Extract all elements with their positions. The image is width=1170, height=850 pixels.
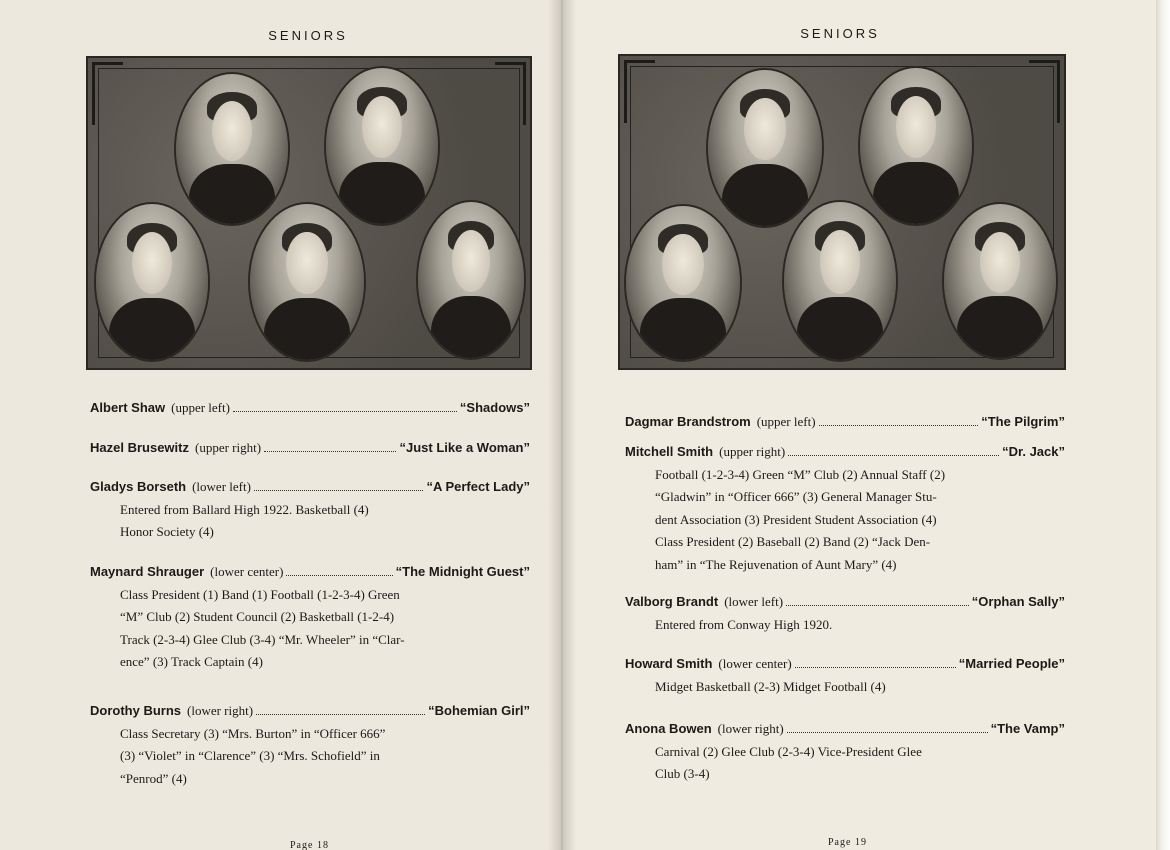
- photo-position: (lower left): [192, 479, 251, 494]
- senior-name: Anona Bowen: [625, 721, 712, 736]
- senior-nickname: “Bohemian Girl”: [428, 703, 530, 718]
- senior-name: Howard Smith: [625, 656, 713, 671]
- senior-name: Gladys Borseth: [90, 479, 187, 494]
- senior-name: Mitchell Smith: [625, 444, 714, 459]
- senior-nickname: “Married People”: [958, 656, 1065, 671]
- activities-text: [625, 741, 1065, 786]
- senior-entry: [90, 476, 530, 544]
- photo-position: (lower right): [187, 703, 254, 718]
- frame-corner-ornament: [624, 60, 655, 123]
- activities-line: Entered from Ballard High 1922. Basketball (4): [120, 501, 369, 517]
- senior-photo-panel: [86, 56, 532, 370]
- leader-dots: [254, 490, 424, 491]
- leader-dots: [786, 605, 969, 606]
- leader-dots: [256, 714, 425, 715]
- senior-nickname: “The Pilgrim”: [981, 414, 1065, 429]
- senior-nickname: “A Perfect Lady”: [426, 479, 530, 494]
- senior-nickname: “Dr. Jack”: [1002, 444, 1065, 459]
- activities-text: [90, 723, 530, 791]
- page-number: Page 18: [290, 840, 329, 850]
- activities-line: dent Association (3) President Student Association (4): [655, 511, 937, 527]
- portrait-upper-left: [176, 74, 288, 224]
- activities-text: [625, 676, 1065, 699]
- photo-position: (lower left): [724, 594, 784, 609]
- senior-name: Dorothy Burns: [90, 703, 181, 718]
- page-edge: [1156, 0, 1170, 850]
- activities-line: Track (2-3-4) Glee Club (3-4) “Mr. Wheeler” in “Clar-: [120, 631, 405, 647]
- senior-entry: [90, 397, 530, 420]
- senior-name: Valborg Brandt: [625, 594, 719, 609]
- leader-dots: [787, 732, 988, 733]
- activities-text: [625, 614, 1065, 637]
- senior-photo-panel: [618, 54, 1066, 370]
- book-gutter: [548, 0, 576, 850]
- activities-line: Entered from Conway High 1920.: [655, 616, 833, 632]
- senior-name: Dagmar Brandstrom: [625, 414, 751, 429]
- left-page: [0, 0, 562, 850]
- activities-line: “M” Club (2) Student Council (2) Basketball (1-2-4): [120, 609, 395, 624]
- portrait-lower-right: [418, 202, 524, 358]
- photo-position: (lower right): [717, 721, 784, 736]
- photo-position: (lower center): [210, 564, 284, 579]
- activities-text: [625, 464, 1065, 577]
- activities-text: [90, 584, 530, 674]
- right-page: [562, 0, 1170, 850]
- senior-entry: [90, 437, 530, 460]
- senior-nickname: “Shadows”: [459, 400, 530, 415]
- activities-line: “Penrod” (4): [120, 770, 187, 786]
- page-header: SENIORS: [268, 28, 348, 43]
- senior-entry: [625, 591, 1065, 636]
- activities-line: Club (3-4): [655, 766, 710, 781]
- portrait-lower-center: [250, 204, 364, 360]
- activities-line: Honor Society (4): [120, 524, 214, 539]
- activities-line: Carnival (2) Glee Club (2-3-4) Vice-President Glee: [655, 743, 922, 759]
- activities-line: Class Secretary (3) “Mrs. Burton” in “Officer 666”: [120, 725, 386, 741]
- portrait-lower-left: [626, 206, 740, 360]
- frame-corner-ornament: [92, 62, 123, 125]
- photo-position: (lower center): [718, 656, 792, 671]
- photo-position: (upper left): [756, 414, 816, 429]
- activities-line: Football (1-2-3-4) Green “M” Club (2) Annual Staff (2): [655, 466, 946, 482]
- page-header: SENIORS: [800, 26, 880, 41]
- senior-name: Hazel Brusewitz: [90, 440, 189, 455]
- leader-dots: [795, 667, 956, 668]
- activities-line: Class President (2) Baseball (2) Band (2) “Jack Den-: [655, 534, 931, 549]
- frame-corner-ornament: [1029, 60, 1060, 123]
- activities-line: “Gladwin” in “Officer 666” (3) General Manager Stu-: [655, 489, 937, 504]
- leader-dots: [233, 411, 457, 412]
- frame-corner-ornament: [495, 62, 526, 125]
- activities-line: ence” (3) Track Captain (4): [120, 654, 263, 669]
- leader-dots: [286, 575, 392, 576]
- leader-dots: [819, 425, 979, 426]
- senior-name: Albert Shaw: [90, 400, 166, 415]
- activities-line: Midget Basketball (2-3) Midget Football (4): [655, 678, 886, 694]
- senior-entry: [625, 718, 1065, 786]
- senior-nickname: “The Midnight Guest”: [395, 564, 530, 579]
- activities-text: [90, 499, 530, 544]
- portrait-upper-right: [326, 68, 438, 224]
- activities-line: ham” in “The Rejuvenation of Aunt Mary” (4): [655, 556, 897, 572]
- photo-position: (upper right): [719, 444, 786, 459]
- senior-entry: [625, 653, 1065, 698]
- leader-dots: [788, 455, 999, 456]
- senior-entry: [90, 700, 530, 790]
- senior-nickname: “Just Like a Woman”: [399, 440, 530, 455]
- portrait-lower-center: [784, 202, 896, 360]
- senior-entry: [90, 561, 530, 674]
- activities-line: (3) “Violet” in “Clarence” (3) “Mrs. Schofield” in: [120, 748, 380, 763]
- portrait-lower-right: [944, 204, 1056, 358]
- senior-name: Maynard Shrauger: [90, 564, 205, 579]
- photo-position: (upper left): [171, 400, 230, 415]
- senior-entry: [625, 411, 1065, 434]
- portrait-lower-left: [96, 204, 208, 360]
- page-number: Page 19: [828, 837, 867, 848]
- senior-entry: [625, 441, 1065, 576]
- photo-position: (upper right): [194, 440, 262, 455]
- activities-line: Class President (1) Band (1) Football (1-2-3-4) Green: [120, 586, 400, 602]
- senior-nickname: “Orphan Sally”: [971, 594, 1065, 609]
- senior-nickname: “The Vamp”: [990, 721, 1065, 736]
- portrait-upper-right: [860, 68, 972, 224]
- leader-dots: [264, 451, 396, 452]
- portrait-upper-left: [708, 70, 822, 226]
